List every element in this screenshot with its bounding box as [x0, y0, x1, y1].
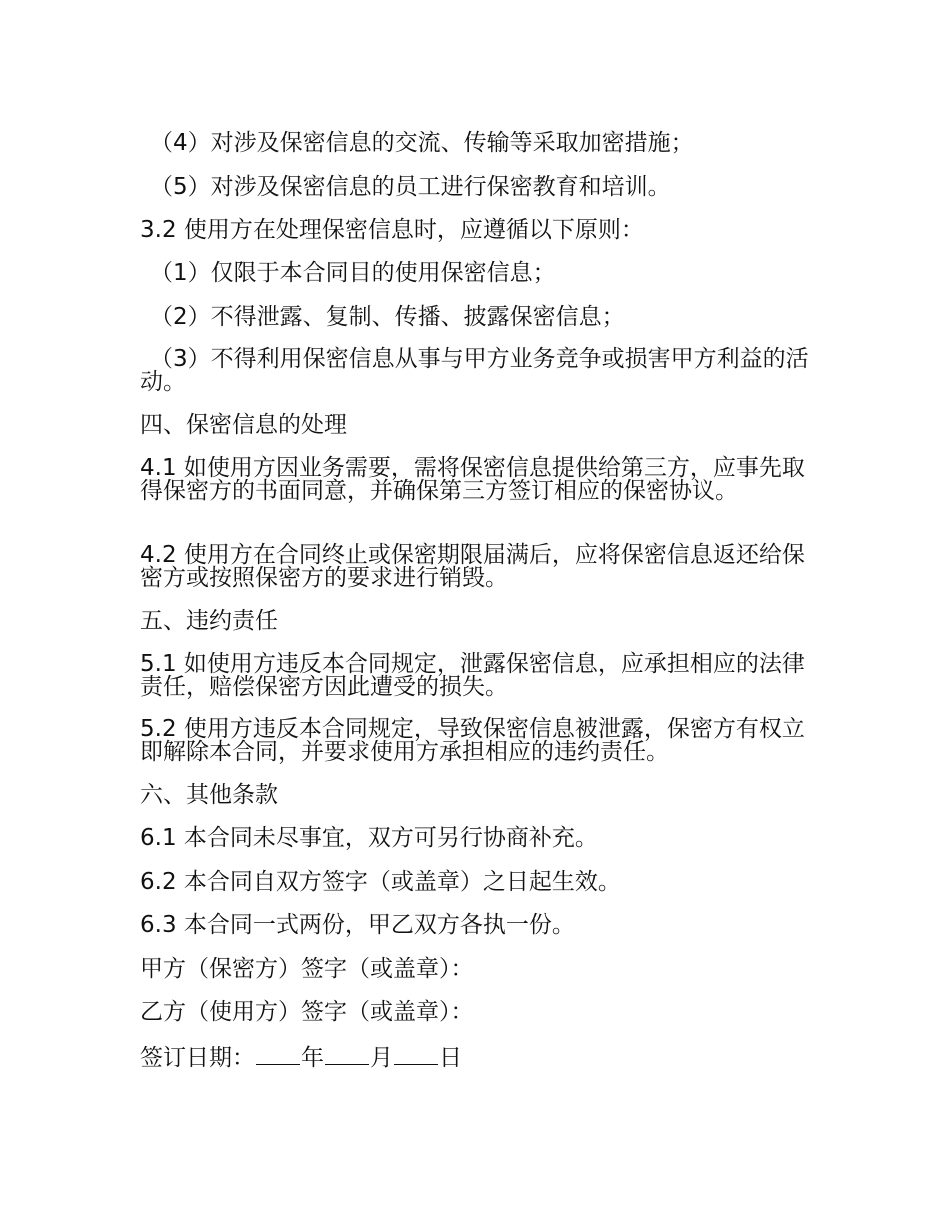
- day-label: 日: [439, 1045, 462, 1071]
- clause-5-1: 5.1 如使用方违反本合同规定，泄露保密信息，应承担相应的法律责任，赔偿保密方因此遭受的损失。: [140, 651, 805, 700]
- list-item-encryption: （4）对涉及保密信息的交流、传输等采取加密措施；: [150, 130, 694, 156]
- clause-4-1: 4.1 如使用方因业务需要，需将保密信息提供给第三方，应事先取得保密方的书面同意，并确保第三方签订相应的保密协议。: [140, 455, 805, 504]
- section-heading-6: 六、其他条款: [140, 782, 278, 808]
- clause-6-3: 6.3 本合同一式两份，甲乙双方各执一份。: [140, 912, 575, 938]
- sign-date-line: [140, 1044, 810, 1070]
- year-label: 年: [301, 1045, 324, 1071]
- list-item-training: （5）对涉及保密信息的员工进行保密教育和培训。: [150, 174, 671, 200]
- month-blank: [325, 1044, 369, 1065]
- principle-2: （2）不得泄露、复制、传播、披露保密信息；: [150, 304, 625, 330]
- year-blank: [256, 1044, 300, 1065]
- clause-3-2: 3.2 使用方在处理保密信息时，应遵循以下原则：: [140, 217, 644, 243]
- clause-6-2: 6.2 本合同自双方签字（或盖章）之日起生效。: [140, 869, 621, 895]
- clause-4-2: 4.2 使用方在合同终止或保密期限届满后，应将保密信息返还给保密方或按照保密方的要求进行销毁。: [140, 542, 805, 591]
- party-a-signature-line: 甲方（保密方）签字（或盖章）：: [140, 956, 474, 982]
- clause-6-1: 6.1 本合同未尽事宜，双方可另行协商补充。: [140, 825, 598, 851]
- section-heading-5: 五、违约责任: [140, 608, 278, 634]
- clause-5-2: 5.2 使用方违反本合同规定，导致保密信息被泄露，保密方有权立即解除本合同，并要求使用方承担相应的违约责任。: [140, 716, 805, 765]
- month-label: 月: [370, 1045, 393, 1071]
- section-heading-4: 四、保密信息的处理: [140, 412, 347, 438]
- principle-1: （1）仅限于本合同目的使用保密信息；: [150, 260, 556, 286]
- day-blank: [394, 1044, 438, 1065]
- party-b-signature-line: 乙方（使用方）签字（或盖章）：: [140, 999, 474, 1025]
- principle-3: （3）不得利用保密信息从事与甲方业务竞争或损害甲方利益的活动。: [140, 346, 809, 395]
- sign-date-label: 签订日期：: [140, 1045, 255, 1071]
